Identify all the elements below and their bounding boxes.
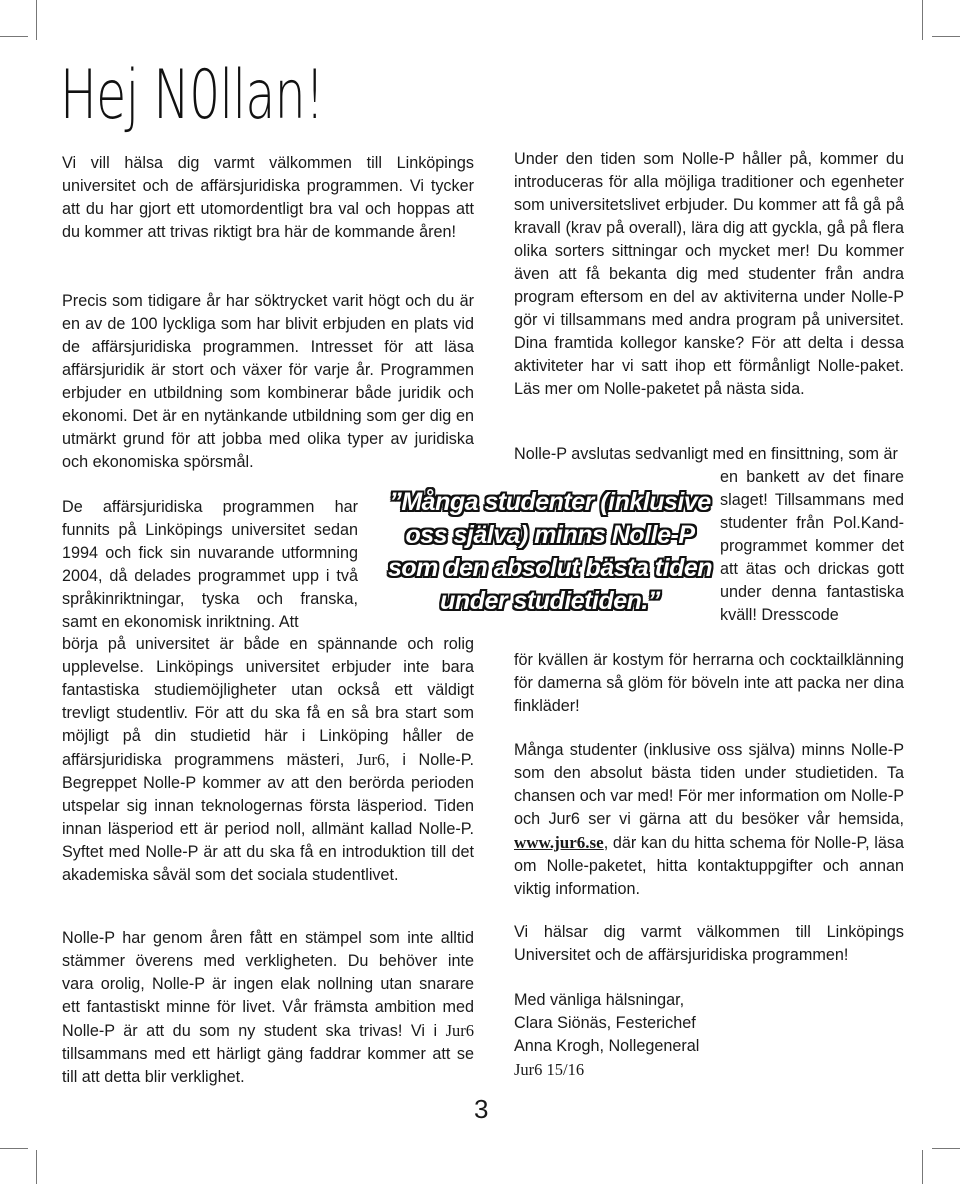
traditions-paragraph: Under den tiden som Nolle-P håller på, kommer du introduceras för alla möjliga traditioner och egenheter som universitetslivet erbjuder. Du kommer att få gå på kravall (krav på overall), lära dig att gyckla, gå på flera olika sorters sittningar och mycket mer! Du kommer även att få bekanta dig med studenter från andra program eftersom en del av aktiviterna under Nolle-P gör vi tillsammans med andra program på universitet. Dina framtida kollegor kanske? För att delta i dessa aktiviteter har vi satt ihop ett förmånligt Nolle-paket. Läs mer om Nolle-paketet på nästa sida. xyxy=(514,150,904,398)
jur6-name: Jur6 xyxy=(356,750,386,769)
page-title: Hej N0llan! xyxy=(60,56,324,135)
page-number: 3 xyxy=(474,1094,489,1124)
crop-mark xyxy=(0,36,28,37)
signature-line: Jur6 15/16 xyxy=(514,1060,585,1079)
website-link[interactable]: www.jur6.se xyxy=(514,833,604,852)
welcome-paragraph: Vi hälsar dig varmt välkommen till Linköpings Universitet och de affärsjuridiska programmen! xyxy=(514,923,904,964)
intro-paragraph: Vi vill hälsa dig varmt välkommen till Linköpings universitet och de affärsjuridiska programmen. Vi tycker att du har gjort ett utomordentligt bra val och hoppas att du kommer att trivas riktigt bra här de kommande åren! xyxy=(62,154,474,241)
pull-quote: ”Många studenter (inklusive oss själva) minns Nolle-P som den absolut bästa tiden under studietiden.” xyxy=(387,488,713,615)
banquet-paragraph-start: Nolle-P avslutas sedvanligt med en finsittning, som är xyxy=(514,445,898,463)
signature-line: Clara Siönäs, Festerichef xyxy=(514,1014,696,1032)
banquet-paragraph-narrow: en bankett av det finare slaget! Tillsammans med studenter från Pol.Kand-programmet kommer det att ätas och drickas gott under denna fantastiska kväll! Dresscode xyxy=(720,468,904,624)
crop-mark xyxy=(36,0,37,40)
greeting-line: Med vänliga hälsningar, xyxy=(514,991,685,1009)
crop-mark xyxy=(922,0,923,40)
crop-mark xyxy=(932,1148,960,1149)
banquet-paragraph-end: för kvällen är kostym för herrarna och cocktailklänning för damerna så glöm för böveln inte att packa ner dina finkläder! xyxy=(514,651,904,715)
crop-mark xyxy=(0,1148,28,1149)
signature-line: Anna Krogh, Nollegeneral xyxy=(514,1037,700,1055)
programme-paragraph: Precis som tidigare år har söktrycket varit högt och du är en av de 100 lyckliga som har blivit erbjuden en plats vid de affärsjuridiska programmen. Intresset för att läsa affärsjuridik är stort och växer för varje år. Programmen erbjuder en utbildning som kombinerar både juridik och ekonomi. Det är en nytänkande utbildning som ger dig en utmärkt grund för att jobba med olika typer av juridiska och ekonomiska spörsmål. xyxy=(62,292,474,471)
history-paragraph: börja på universitet är både en spännande och rolig upplevelse. Linköpings universitet erbjuder inte bara fantastiska studiemöjligheter utan också ett väldigt trevligt studentliv. För att du ska få en så bra start som möjligt på din studietid här i Linköping håller de affärsjuridiska programmens mästeri, Jur6, i Nolle-P. Begreppet Nolle-P kommer av att den berörda perioden utspelar sig innan teknologernas första läsperiod. Tiden innan läsperiod ett är period noll, allmänt kallad Nolle-P. Syftet med Nolle-P är att du ska få en introduktion till det akademiska såväl som det sociala studentlivet. xyxy=(62,635,474,884)
history-paragraph-start: De affärsjuridiska programmen har funnits på Linköpings universitet sedan 1994 och fick sin nuvarande utformning 2004, då delades programmet upp i två språkinriktningar, tyska och franska, samt en ekonomisk inriktning. Att xyxy=(62,498,358,631)
reputation-paragraph: Nolle-P har genom åren fått en stämpel som inte alltid stämmer överens med verkligheten. Du behöver inte vara orolig, Nolle-P är ingen elak nollning utan snarare ett fantastiskt minne för livet. Vår främsta ambition med Nolle-P är att du som ny student ska trivas! Vi i Jur6 tillsammans med ett härligt gäng faddrar kommer att se till att detta blir verklighet. xyxy=(62,929,474,1086)
jur6-name: Jur6 xyxy=(445,1021,474,1040)
crop-mark xyxy=(36,1150,37,1184)
website-paragraph: Många studenter (inklusive oss själva) minns Nolle-P som den absolut bästa tiden under studietiden. Ta chansen och var med! För mer information om Nolle-P och Jur6 ser vi gärna att du besöker vår hemsida, www.jur6.se, där kan du hitta schema för Nolle-P, läsa om Nolle-paketet, hitta kontaktuppgifter och annan viktig information. xyxy=(514,741,904,898)
crop-mark xyxy=(922,1150,923,1184)
crop-mark xyxy=(932,36,960,37)
